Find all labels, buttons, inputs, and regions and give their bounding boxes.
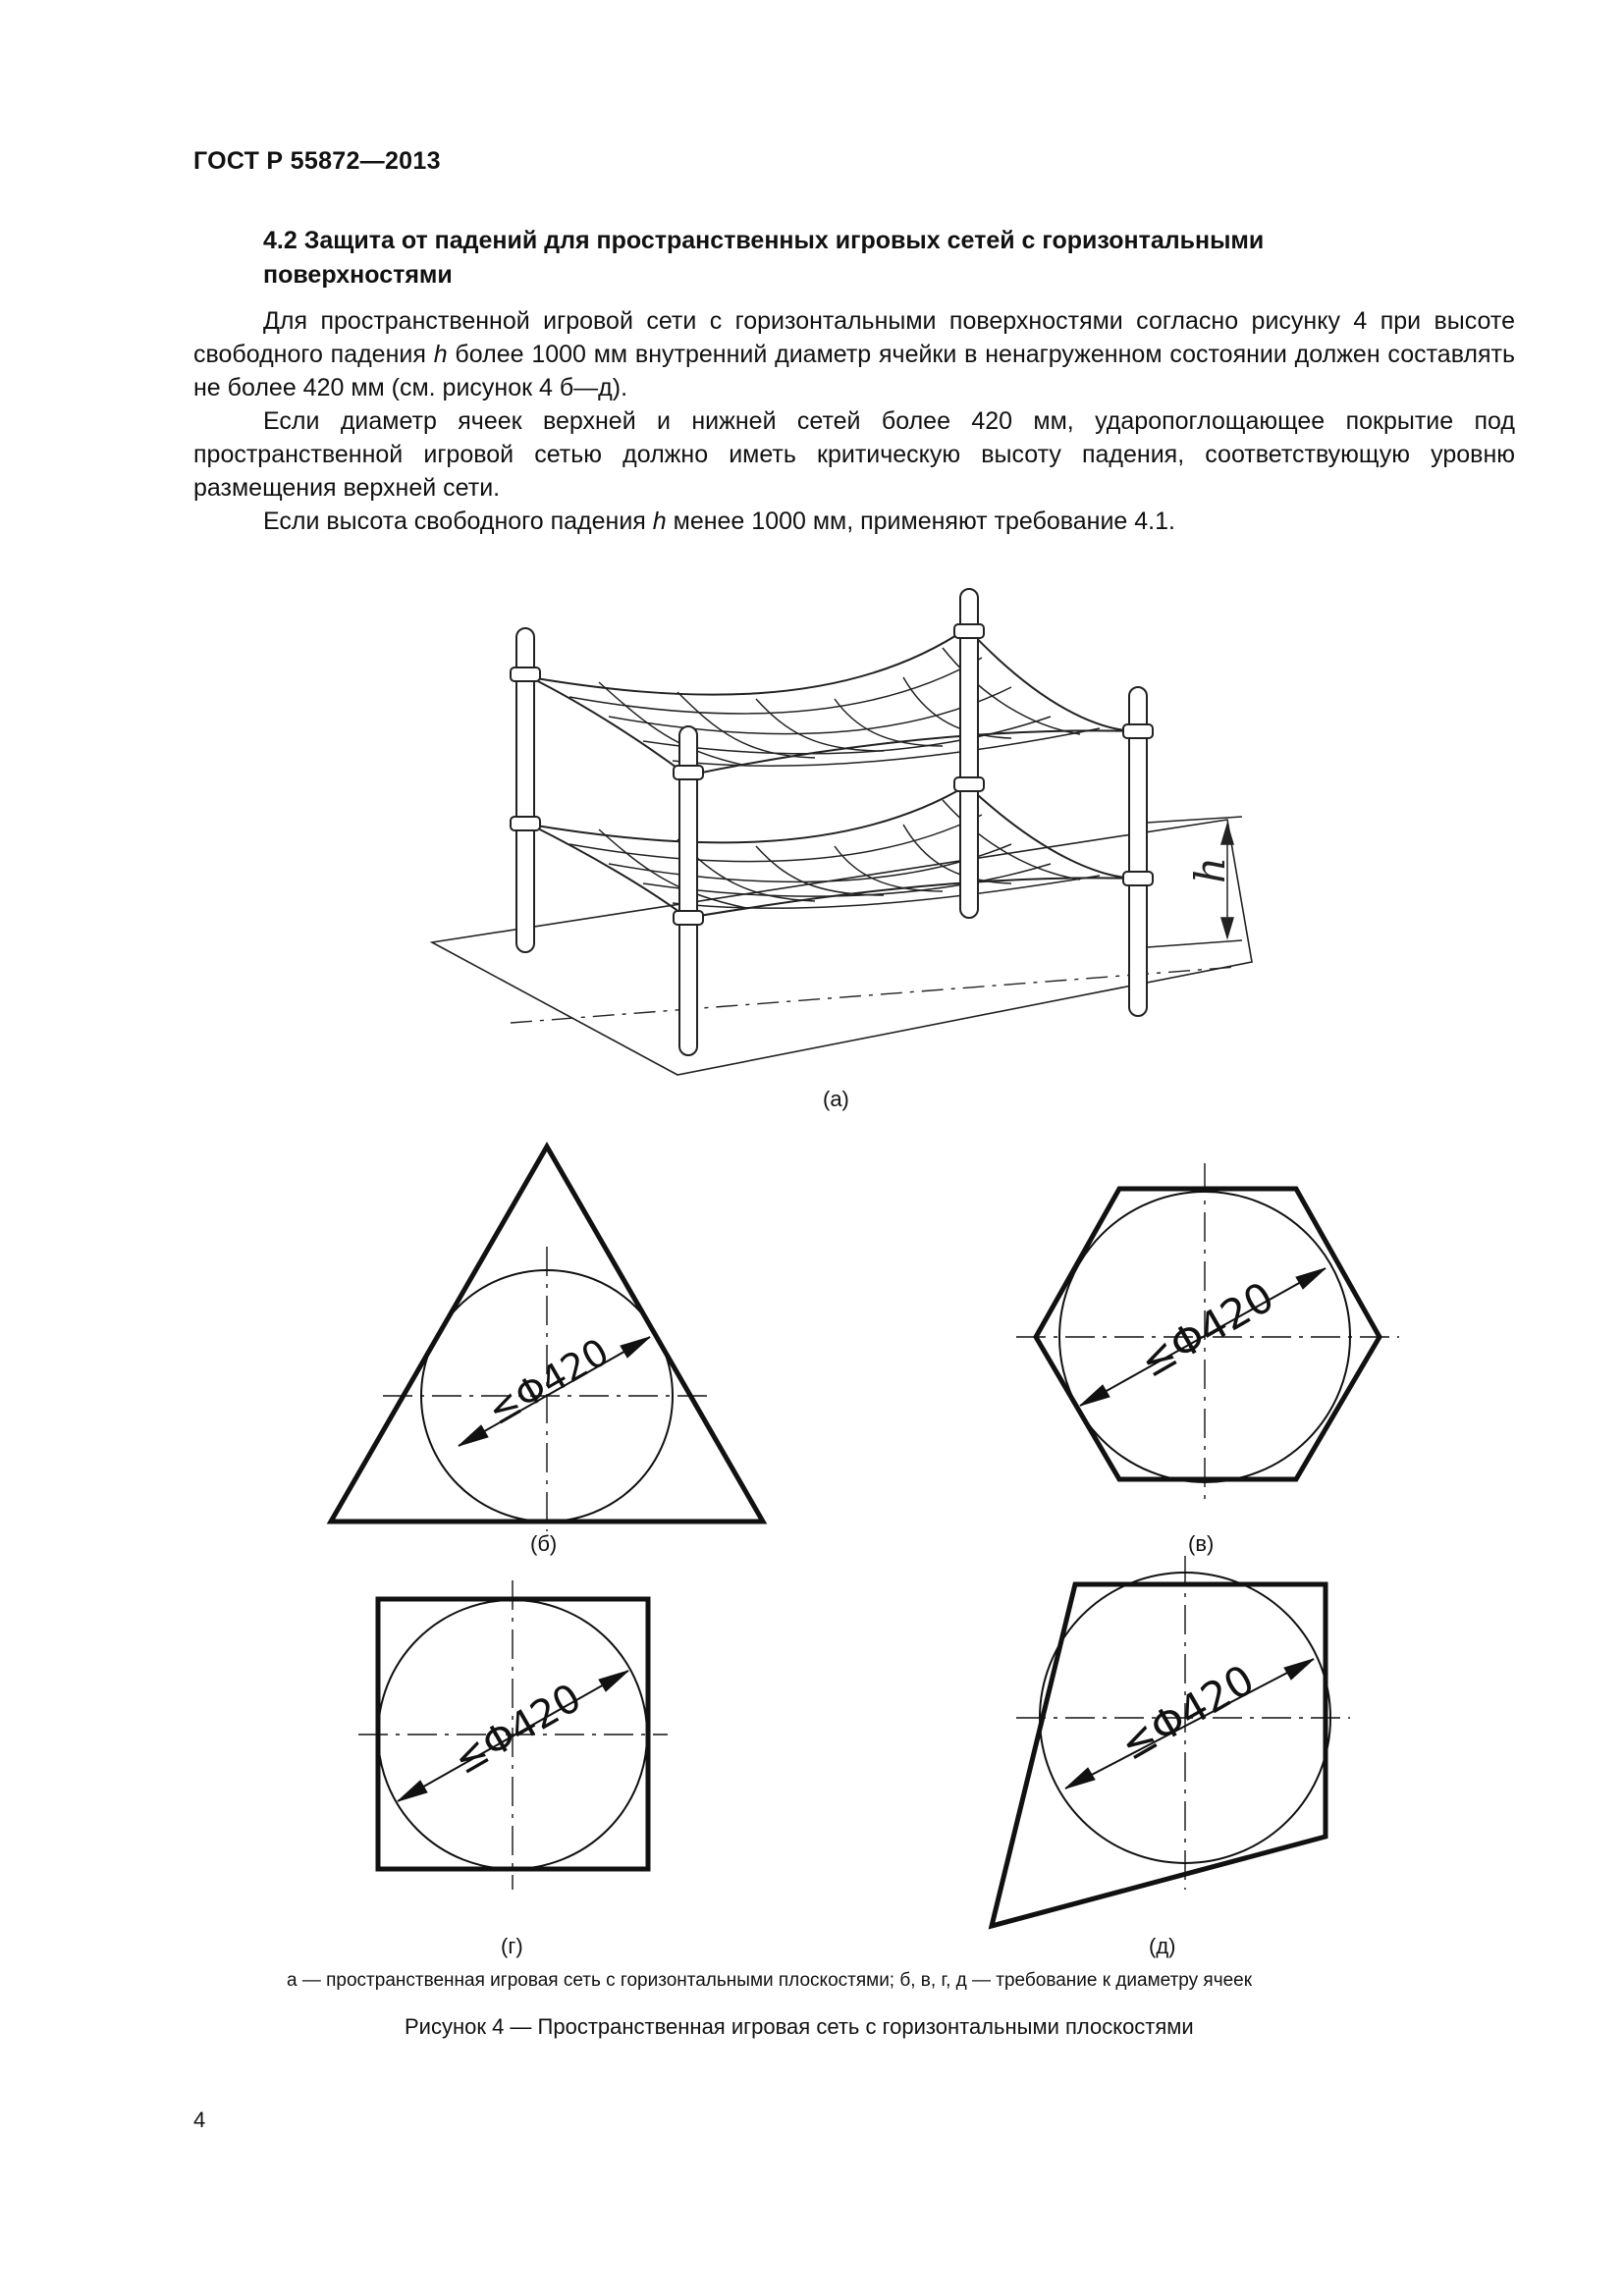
page-number: 4	[193, 2108, 206, 2132]
paragraph: Для пространственной игровой сети с горизонтальными поверхностями согласно рисунку 4 при высоте свободного падения h более 1000 мм внутренний диаметр ячейки в ненагруженном состоянии должен составлять не более 420 мм (см. рисунок 4 б—д).	[193, 307, 1515, 401]
diameter-label-d: ≤Φ420	[1111, 1655, 1263, 1770]
label-a: (а)	[823, 1087, 849, 1111]
diameter-label-b: ≤Φ420	[480, 1329, 617, 1434]
paragraph: Если высота свободного падения h менее 1000 мм, применяют требование 4.1.	[263, 507, 1175, 535]
figure-legend: а — пространственная игровая сеть с горизонтальными плоскостями; б, в, г, д — требование к диаметру ячеек	[287, 1970, 1253, 1991]
upper-net	[530, 628, 1139, 775]
label-b: (б)	[530, 1531, 558, 1556]
label-v: (в)	[1188, 1531, 1215, 1556]
diameter-label-v: ≤Φ420	[1131, 1272, 1282, 1387]
figure-title: Рисунок 4 — Пространственная игровая сеть с горизонтальными плоскостями	[405, 2014, 1194, 2039]
label-d: (д)	[1149, 1934, 1176, 1958]
height-label: h	[1186, 856, 1234, 883]
space-net-illustration	[432, 589, 1252, 1075]
triangle-mesh-diagram	[331, 1147, 763, 1531]
section-title: 4.2 Защита от падений для пространственных игровых сетей с горизонтальными поверхностями	[263, 227, 1265, 289]
paragraph: Если диаметр ячеек верхней и нижней сетей более 420 мм, ударопоглощающее покрытие под пространственной игровой сетью должно иметь критическую высоту падения, соответствующую уровню размещения верхней сети.	[193, 407, 1515, 502]
label-g: (г)	[501, 1934, 523, 1958]
document-header: ГОСТ Р 55872—2013	[193, 147, 441, 175]
diameter-label-g: ≤Φ420	[446, 1675, 589, 1785]
lower-net	[530, 785, 1139, 918]
posts	[511, 589, 1153, 1055]
